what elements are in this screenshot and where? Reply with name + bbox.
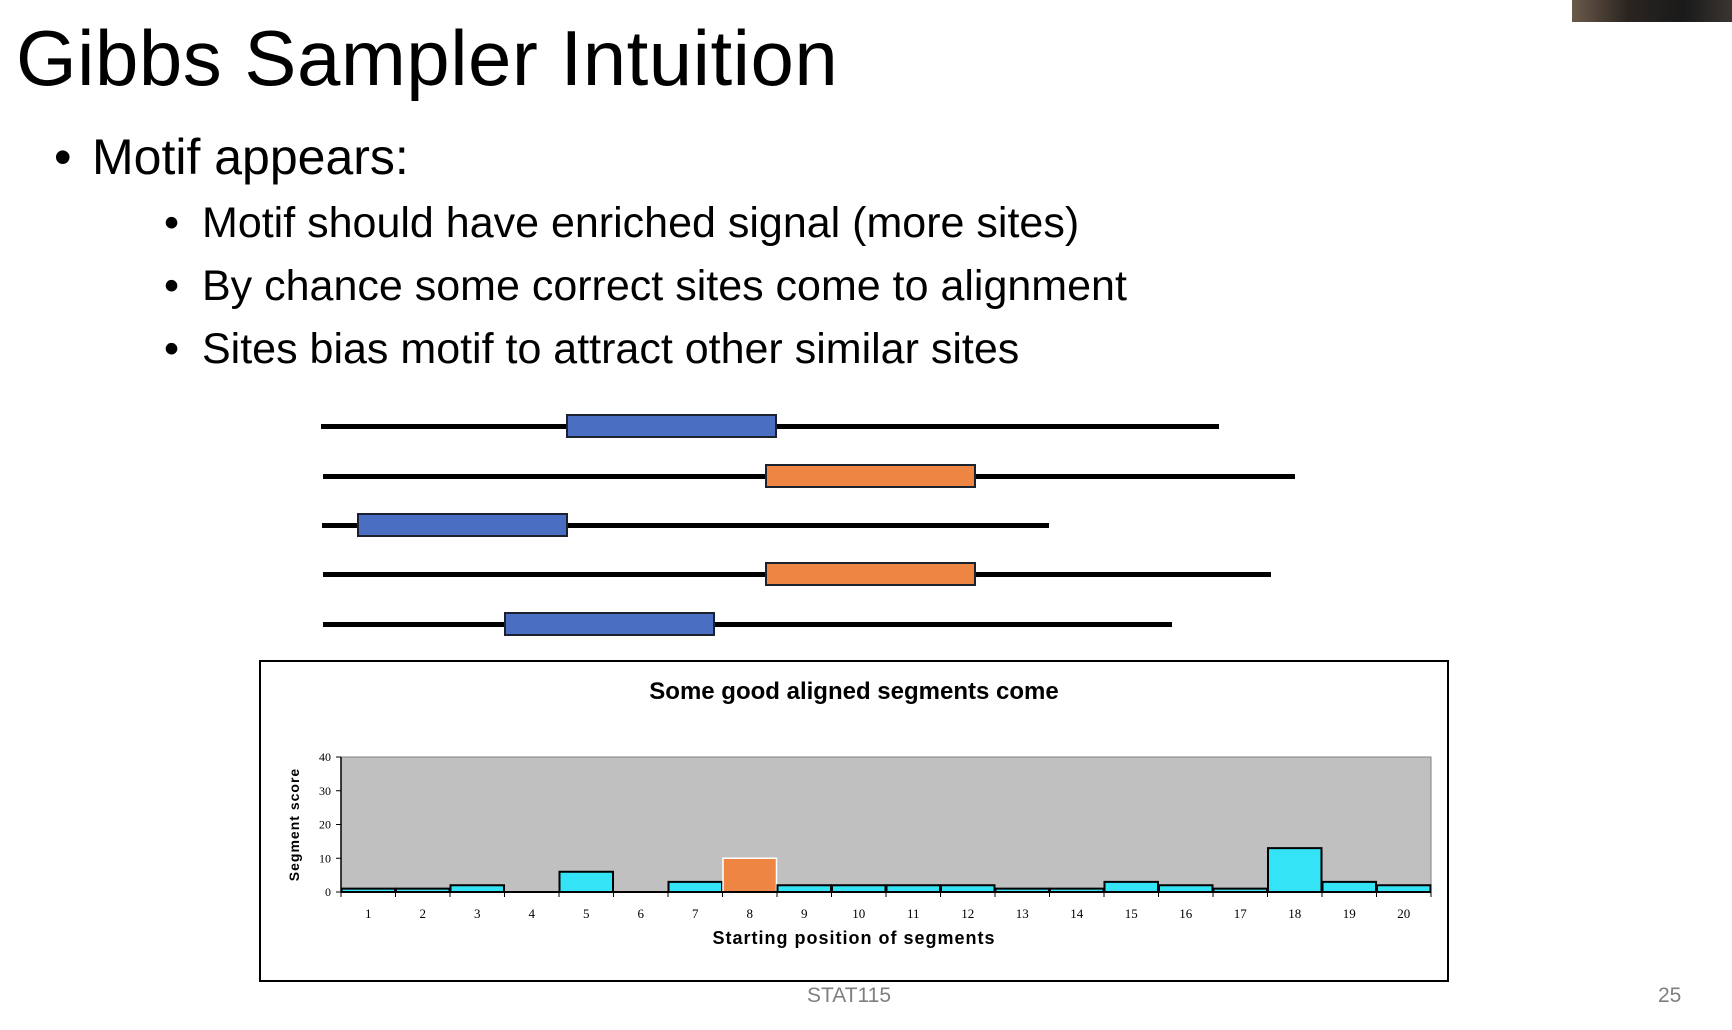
x-tick-label: 3 xyxy=(474,906,481,921)
slide-title: Gibbs Sampler Intuition xyxy=(16,14,839,102)
bar xyxy=(723,858,777,892)
bar xyxy=(778,885,832,892)
page-number: 25 xyxy=(1658,984,1682,1007)
bullet-list xyxy=(54,122,1127,381)
x-tick-label: 2 xyxy=(419,906,426,921)
y-tick-label: 10 xyxy=(319,851,331,866)
sub-bullet-list xyxy=(92,192,1127,381)
bar xyxy=(887,885,941,892)
y-axis-title: Segment score xyxy=(286,767,302,882)
x-tick-label: 19 xyxy=(1342,906,1356,921)
x-tick-label: 17 xyxy=(1233,906,1247,921)
x-tick-label: 18 xyxy=(1288,906,1302,921)
bar xyxy=(941,885,995,892)
motif-site-orange xyxy=(765,562,976,586)
y-tick-label: 30 xyxy=(319,783,331,798)
bar xyxy=(669,882,723,892)
x-tick-label: 8 xyxy=(746,906,753,921)
y-tick-label: 20 xyxy=(319,817,331,832)
bar xyxy=(832,885,886,892)
sub-bullet: • By chance some correct sites come to alignment xyxy=(164,255,1127,318)
x-tick-label: 7 xyxy=(692,906,699,921)
webcam-thumbnail xyxy=(1572,0,1732,22)
bar xyxy=(1268,848,1322,892)
x-axis-title: Starting position of segments xyxy=(712,928,996,948)
bar xyxy=(1105,882,1159,892)
footer-course: STAT115 xyxy=(807,984,892,1007)
x-tick-label: 14 xyxy=(1070,906,1084,921)
sub-bullet: • Sites bias motif to attract other similar sites xyxy=(164,318,1127,381)
x-tick-label: 20 xyxy=(1397,906,1411,921)
x-tick-label: 5 xyxy=(583,906,590,921)
x-tick-label: 4 xyxy=(528,906,535,921)
x-tick-label: 10 xyxy=(852,906,866,921)
x-tick-label: 11 xyxy=(906,906,920,921)
y-tick-label: 40 xyxy=(319,750,331,764)
bullet-motif-appears xyxy=(54,122,1127,381)
bar-chart xyxy=(261,662,1447,980)
bar xyxy=(1159,885,1213,892)
x-tick-label: 13 xyxy=(1015,906,1029,921)
sub-bullet: • Motif should have enriched signal (more sites) xyxy=(164,192,1127,255)
bar xyxy=(451,885,505,892)
x-tick-label: 6 xyxy=(637,906,644,921)
motif-site-blue xyxy=(504,612,715,636)
segment-score-chart xyxy=(259,660,1449,982)
motif-site-blue xyxy=(357,513,568,537)
x-tick-label: 15 xyxy=(1124,906,1138,921)
x-tick-label: 16 xyxy=(1179,906,1193,921)
y-tick-label: 0 xyxy=(325,885,331,899)
x-tick-label: 12 xyxy=(961,906,975,921)
sequence-line xyxy=(323,622,1172,627)
motif-site-orange xyxy=(765,464,976,488)
motif-site-blue xyxy=(566,414,777,438)
bar xyxy=(1377,885,1431,892)
x-tick-label: 9 xyxy=(801,906,808,921)
bullet-text: Motif appears: xyxy=(92,129,409,185)
x-tick-label: 1 xyxy=(365,906,372,921)
chart-title: Some good aligned segments come xyxy=(649,678,1059,705)
bar xyxy=(560,872,614,892)
bar xyxy=(1323,882,1377,892)
